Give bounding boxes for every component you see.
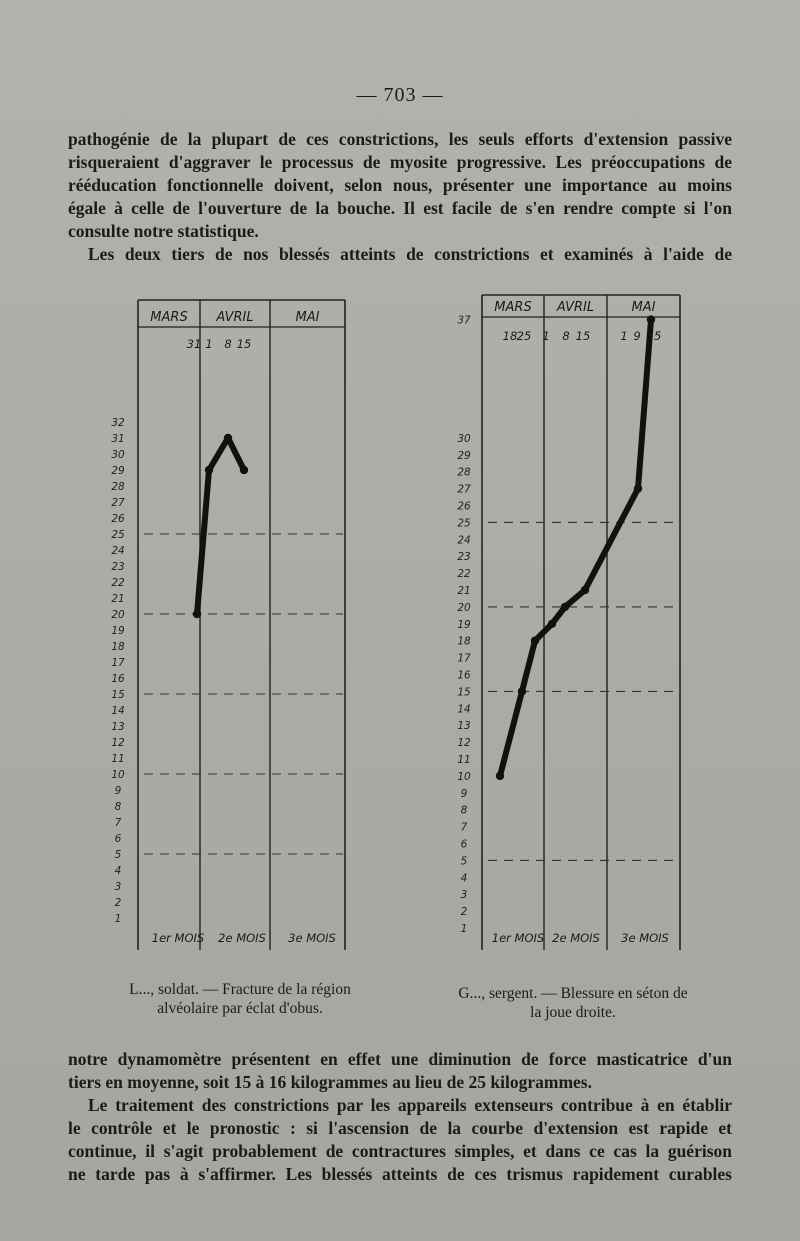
text-line: continue, il s'agit probablement de contractures simples, et dans ce cas la guérison (68, 1141, 732, 1161)
chart-left-y-tick-label: 14 (111, 705, 125, 717)
chart-right-y-tick-label: 11 (457, 754, 471, 766)
chart-left-data-point (205, 466, 213, 474)
chart-left-day-label: 8 (224, 337, 232, 351)
chart-left-month-label: MARS (150, 310, 188, 325)
chart-right-y-tick-label: 19 (457, 618, 471, 631)
chart-right-y-tick-label: 18 (457, 635, 471, 648)
chart-left-y-tick-label: 31 (111, 433, 125, 445)
chart-right-y-tick-label: 4 (460, 872, 468, 885)
chart-left-y-tick-label: 28 (111, 481, 125, 493)
chart-right-day-label: 15 (575, 329, 591, 343)
chart-left-y-tick-label: 6 (114, 833, 122, 845)
chart-left-y-tick-label: 16 (111, 673, 125, 685)
chart-left-month-label: AVRIL (216, 310, 254, 325)
chart-right-y-tick-label: 16 (457, 669, 471, 682)
chart-left-month-count-label: 1er MOIS (151, 931, 205, 945)
chart-left-y-tick-label: 27 (111, 497, 125, 509)
text-line: le contrôle et le pronostic : si l'ascension de la courbe d'extension est rapide et (68, 1118, 732, 1138)
chart-left-y-tick-label: 4 (114, 865, 122, 877)
text-line: égale à celle de l'ouverture de la bouche. Il est facile de s'en rendre compte si l'on (68, 198, 732, 218)
chart-right-day-label: 18 (502, 329, 518, 343)
chart-left-y-tick-label: 21 (111, 593, 125, 605)
text-line: rééducation fonctionnelle doivent, selon nous, présenter une importance au moins (68, 175, 732, 195)
chart-right-y-tick-label: 27 (457, 483, 471, 496)
chart-right-data-point (531, 637, 539, 645)
chart-right-month-count-label: 1er MOIS (491, 931, 545, 945)
chart-right-data-point (647, 315, 655, 323)
chart-right-data-point (548, 620, 556, 628)
caption-left-line: alvéolaire par éclat d'obus. (157, 1000, 323, 1017)
chart-right-day-label: 25 (516, 329, 532, 343)
caption-left (100, 980, 380, 1018)
chart-left-y-tick-label: 23 (111, 561, 125, 573)
chart-left-y-tick-label: 10 (111, 769, 125, 781)
chart-right-y-tick-label: 1 (460, 923, 468, 935)
chart-right-data-point (496, 772, 504, 780)
chart-right-month-count-label: 3e MOIS (621, 931, 669, 945)
chart-right-y-tick-label: 26 (457, 500, 471, 513)
chart-right-y-tick-label: 14 (457, 703, 471, 716)
chart-right-y-tick-label: 30 (457, 432, 471, 445)
chart-right-y-tick-label: 21 (457, 585, 471, 597)
chart-right-y-tick-label: 7 (460, 821, 468, 834)
chart-right-y-tick-label: 37 (457, 314, 471, 327)
chart-left-y-tick-label: 9 (114, 785, 122, 797)
chart-right-y-tick-label: 9 (460, 787, 468, 800)
chart-right-y-tick-label: 29 (457, 449, 471, 462)
chart-left-y-tick-label: 20 (111, 609, 125, 621)
chart-left-y-tick-label: 30 (111, 449, 125, 461)
chart-left-y-tick-label: 19 (111, 625, 125, 637)
chart-right-day-label: 1 (542, 329, 550, 343)
chart-left-y-tick-label: 2 (114, 897, 122, 909)
text-line: pathogénie de la plupart de ces constrictions, les seuls efforts d'extension passive (68, 129, 732, 149)
page-number: — 703 — (356, 84, 444, 106)
chart-right-y-tick-label: 25 (457, 517, 471, 530)
bottom-paragraph (68, 1048, 732, 1186)
chart-left-day-label: 15 (236, 337, 252, 351)
chart-left-data-point (224, 434, 232, 442)
chart-right-data-point (581, 586, 589, 594)
chart-right-day-label: 1 (620, 329, 628, 343)
chart-left-y-tick-label: 17 (111, 657, 125, 669)
chart-right-y-tick-label: 8 (460, 804, 468, 817)
chart-right-data-point (518, 687, 526, 695)
chart-right-y-tick-label: 17 (457, 652, 471, 665)
text-line: consulte notre statistique. (68, 221, 259, 241)
chart-right-y-tick-label: 10 (457, 770, 471, 783)
caption-right-line: la joue droite. (530, 1004, 616, 1021)
caption-left-line: L..., soldat. — Fracture de la région (129, 981, 351, 998)
chart-right-y-tick-label: 5 (460, 855, 468, 868)
chart-left-month-count-label: 3e MOIS (288, 931, 336, 945)
chart-left-y-tick-label: 18 (111, 641, 125, 653)
chart-right-day-label: 9 (633, 329, 641, 343)
chart-right-day-label: 8 (562, 329, 570, 343)
chart-left-y-tick-label: 8 (114, 801, 122, 813)
chart-right-month-label: MARS (494, 300, 532, 315)
chart-left-y-tick-label: 5 (114, 849, 122, 861)
chart-left-y-tick-label: 32 (111, 417, 125, 429)
chart-left-y-tick-label: 12 (111, 737, 125, 749)
chart-right-data-point (561, 603, 569, 611)
chart-right-month-label: MAI (631, 300, 656, 315)
text-line: risqueraient d'aggraver le processus de myosite progressive. Les préoccupations de (68, 152, 732, 172)
chart-right-y-tick-label: 28 (457, 466, 471, 479)
caption-right (428, 984, 718, 1022)
chart-right-month-label: AVRIL (556, 300, 595, 315)
chart-left-y-tick-label: 7 (114, 817, 122, 829)
chart-right-y-tick-label: 23 (457, 551, 471, 564)
chart-right-y-tick-label: 20 (457, 601, 471, 614)
chart-left-y-tick-label: 13 (111, 721, 125, 733)
chart-right-y-tick-label: 12 (457, 737, 471, 750)
chart-right-y-tick-label: 24 (457, 534, 471, 547)
chart-left-y-tick-label: 24 (111, 545, 125, 557)
text-line: Les deux tiers de nos blessés atteints de constrictions et examinés à l'aide de (88, 244, 732, 264)
chart-left-y-tick-label: 25 (111, 529, 125, 541)
chart-left-y-tick-label: 26 (111, 513, 125, 525)
chart-right-y-tick-label: 22 (457, 568, 471, 581)
chart-left-month-count-label: 2e MOIS (218, 931, 266, 945)
chart-right-day-label: 15 (646, 329, 662, 343)
chart-left-curve (197, 438, 244, 614)
text-line: tiers en moyenne, soit 15 à 16 kilogrammes au lieu de 25 kilogrammes. (68, 1072, 592, 1092)
text-line: notre dynamomètre présentent en effet une diminution de force masticatrice d'un (68, 1049, 732, 1069)
text-line: Le traitement des constrictions par les appareils extenseurs contribue à en établir (88, 1095, 732, 1115)
chart-right-y-tick-label: 3 (460, 889, 468, 902)
chart-right-month-count-label: 2e MOIS (552, 931, 600, 945)
chart-left-y-tick-label: 22 (111, 577, 125, 589)
chart-right-y-tick-label: 13 (457, 720, 471, 733)
caption-right-line: G..., sergent. — Blessure en séton de (458, 985, 688, 1002)
chart-left-day-label: 1 (205, 337, 213, 351)
chart-left-day-label: 31 (186, 337, 202, 351)
chart-right-curve (500, 320, 651, 776)
chart-left-data-point (240, 466, 248, 474)
chart-right-y-tick-label: 6 (460, 838, 468, 851)
text-line: ne tarde pas à s'affirmer. Les blessés atteints de ces trismus rapidement curables (68, 1164, 732, 1184)
chart-right-y-tick-label: 2 (460, 906, 468, 919)
chart-right-y-tick-label: 15 (457, 686, 471, 699)
chart-left-y-tick-label: 11 (111, 753, 125, 765)
chart-right-data-point (634, 484, 642, 492)
chart-left-y-tick-label: 3 (114, 881, 122, 893)
chart-left-y-tick-label: 1 (114, 913, 122, 925)
chart-left-data-point (193, 610, 201, 618)
chart-left-y-tick-label: 15 (111, 689, 125, 701)
chart-left-y-tick-label: 29 (111, 465, 125, 477)
chart-left-month-label: MAI (295, 310, 320, 325)
